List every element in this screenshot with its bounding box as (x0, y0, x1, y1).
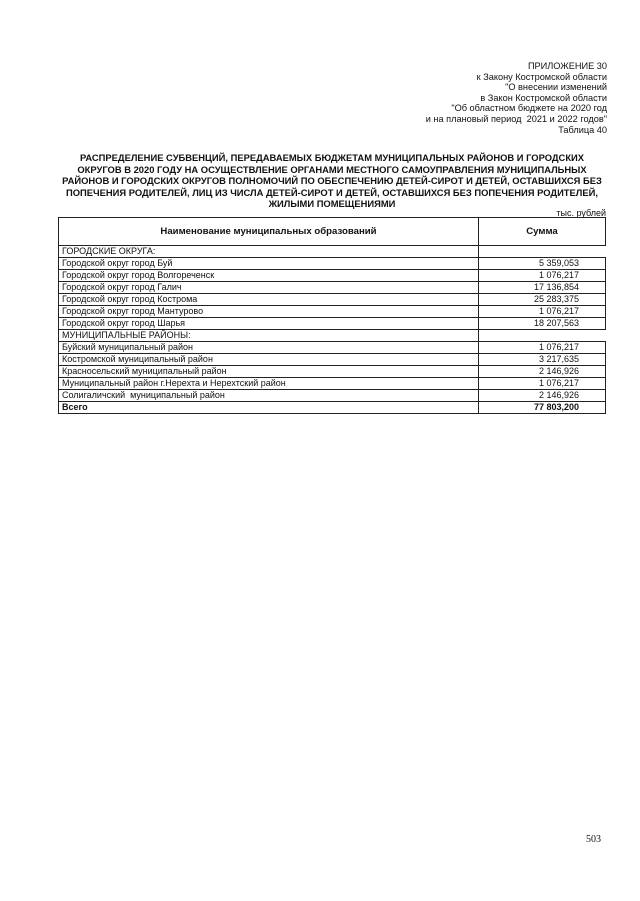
row-name: Солигаличский муниципальный район (59, 390, 479, 402)
table-header-row (59, 218, 606, 246)
table-row (59, 390, 606, 402)
table-row (59, 294, 606, 306)
row-name: Городской округ город Галич (59, 282, 479, 294)
row-amount: 3 217,635 (479, 354, 606, 366)
distribution-table (58, 217, 606, 414)
page-number: 503 (586, 834, 601, 845)
section-row (59, 330, 606, 342)
row-name: Городской округ город Мантурово (59, 306, 479, 318)
row-name: ГОРОДСКИЕ ОКРУГА: (59, 246, 479, 258)
row-name: Красносельский муниципальный район (59, 366, 479, 378)
header-line: "О внесении изменений (505, 82, 607, 93)
row-name: Городской округ город Волгореченск (59, 270, 479, 282)
units-label: тыс. рублей (556, 208, 606, 218)
column-header-amount: Сумма (479, 218, 606, 246)
appendix-header (307, 61, 607, 135)
header-line: Таблица 40 (558, 124, 607, 135)
row-name: Городской округ город Буй (59, 258, 479, 270)
document-title: РАСПРЕДЕЛЕНИЕ СУБВЕНЦИЙ, ПЕРЕДАВАЕМЫХ БЮДЖЕТАМ МУНИЦИПАЛЬНЫХ РАЙОНОВ И ГОРОДСКИХ ОКРУГОВ В 2020 ГОДУ НА ОСУЩЕСТВЛЕНИЕ ОРГАНАМИ МЕСТНОГО САМОУПРАВЛЕНИЯ МУНИЦИПАЛЬНЫХ РАЙОНОВ И ГОРОДСКИХ ОКРУГОВ ПОЛНОМОЧИЙ ПО ОБЕСПЕЧЕНИЮ ДЕТЕЙ-СИРОТ И ДЕТЕЙ, ОСТАВШИХСЯ БЕЗ ПОПЕЧЕНИЯ РОДИТЕЛЕЙ, ЛИЦ ИЗ ЧИСЛА ДЕТЕЙ-СИРОТ И ДЕТЕЙ, ОСТАВШИХСЯ БЕЗ ПОПЕЧЕНИЯ РОДИТЕЛЕЙ, ЖИЛЫМИ ПОМЕЩЕНИЯМИ (62, 152, 602, 210)
row-name: Буйский муниципальный район (59, 342, 479, 354)
table-body (59, 246, 606, 414)
table-row (59, 318, 606, 330)
row-amount: 25 283,375 (479, 294, 606, 306)
row-amount: 77 803,200 (479, 402, 606, 414)
row-amount (479, 246, 606, 258)
table-row (59, 342, 606, 354)
row-amount: 1 076,217 (479, 342, 606, 354)
header-line: и на плановый период 2021 и 2022 годов" (425, 113, 607, 124)
row-amount: 18 207,563 (479, 318, 606, 330)
table-row (59, 366, 606, 378)
row-amount (479, 330, 606, 342)
row-name: Всего (59, 402, 479, 414)
row-amount: 5 359,053 (479, 258, 606, 270)
row-amount: 2 146,926 (479, 366, 606, 378)
header-line: в Закон Костромской области (480, 92, 607, 103)
row-name: Городской округ город Шарья (59, 318, 479, 330)
table-row (59, 354, 606, 366)
row-name: Городской округ город Кострома (59, 294, 479, 306)
row-amount: 2 146,926 (479, 390, 606, 402)
row-name: МУНИЦИПАЛЬНЫЕ РАЙОНЫ: (59, 330, 479, 342)
table-row (59, 282, 606, 294)
table-row (59, 306, 606, 318)
table-row (59, 270, 606, 282)
total-row (59, 402, 606, 414)
table-row (59, 378, 606, 390)
row-amount: 1 076,217 (479, 270, 606, 282)
column-header-name: Наименование муниципальных образований (59, 218, 479, 246)
row-amount: 1 076,217 (479, 306, 606, 318)
row-name: Костромской муниципальный район (59, 354, 479, 366)
section-row (59, 246, 606, 258)
table-row (59, 258, 606, 270)
row-amount: 1 076,217 (479, 378, 606, 390)
row-name: Муниципальный район г.Нерехта и Нерехтский район (59, 378, 479, 390)
header-line: к Закону Костромской области (476, 71, 607, 82)
header-line: "Об областном бюджете на 2020 год (451, 103, 607, 114)
header-line: ПРИЛОЖЕНИЕ 30 (527, 61, 607, 71)
row-amount: 17 136,854 (479, 282, 606, 294)
